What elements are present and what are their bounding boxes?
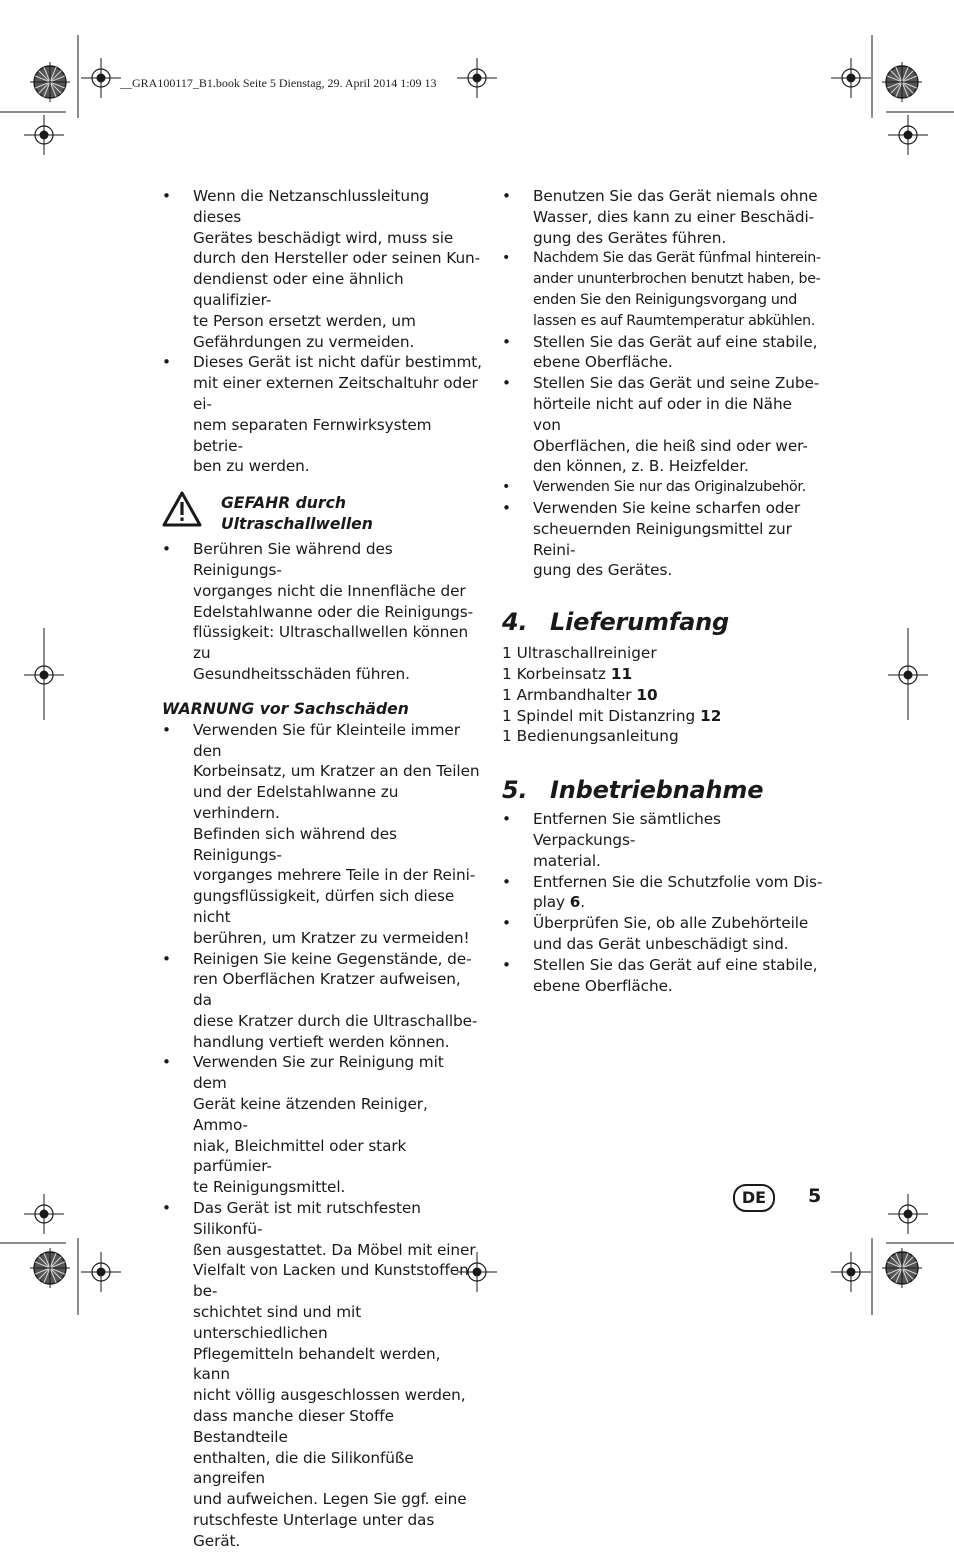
bullet-glyph: • [162, 187, 171, 205]
list-item [502, 809, 824, 871]
item-text: 1 Spindel mit Distanzring [502, 706, 701, 725]
section-title: Inbetriebnahme [550, 776, 764, 805]
bullet-glyph: • [502, 187, 511, 205]
item-text: 1 Korbeinsatz [502, 664, 611, 683]
list-item-text: Entfernen Sie sämtliches Verpackungs- material. [533, 810, 721, 870]
list-item [502, 373, 824, 477]
section-number: 4. [502, 608, 528, 637]
bullet-glyph: • [162, 720, 171, 739]
list-item-text: Nachdem Sie das Gerät fünfmal hinterein- ander ununterbrochen benutzt haben, be- enden Sie den Reinigungsvorgang und lassen es auf Raumtemperatur abkühlen. [533, 250, 821, 329]
list-item [162, 1052, 482, 1198]
list-item [162, 949, 482, 1053]
list-item-text [533, 872, 824, 914]
warning-triangle-icon [162, 491, 202, 527]
list-item [162, 720, 482, 949]
print-file-header: __GRA100117_B1.book Seite 5 Dienstag, 29. April 2014 1:09 13 [120, 76, 437, 90]
list-item [502, 726, 824, 747]
page-number: 5 [808, 1185, 822, 1207]
warning-title: WARNUNG vor Sachschäden [162, 699, 409, 718]
section-number: 5. [502, 776, 528, 805]
list-item [502, 955, 824, 997]
bullet-glyph: • [162, 1199, 171, 1218]
warning-bullet-list [162, 720, 482, 1552]
bullet-glyph: • [502, 479, 511, 496]
list-item-text: Reinigen Sie keine Gegenstände, de- ren Oberflächen Kratzer aufweisen, da diese Kratzer durch die Ultraschallbe- handlung vertieft werden können. [193, 949, 478, 1051]
bullet-glyph: • [502, 955, 511, 974]
item-text: 1 Bedienungsanleitung [502, 727, 679, 746]
bullet-glyph: • [162, 353, 171, 372]
bullet-glyph: • [162, 1053, 171, 1072]
list-item-text: Stellen Sie das Gerät auf eine stabile, ebene Oberfläche. [533, 332, 818, 372]
list-item [162, 539, 482, 685]
bullet-glyph: • [162, 949, 171, 968]
item-text: 1 Armbandhalter [502, 685, 637, 704]
bullet-glyph: • [502, 914, 511, 933]
list-item-text: Berühren Sie während des Reinigungs- vorganges nicht die Innenfläche der Edelstahlwanne oder die Reinigungs- flüssigkeit: Ultraschallwellen können zu Gesundheitsschäden führen. [193, 540, 474, 683]
bullet-glyph: • [502, 872, 511, 891]
list-item-text: Das Gerät ist mit rutschfesten Silikonfü- ßen ausgestattet. Da Möbel mit einer Vielfalt von Lacken und Kunststoffen be- schichtet sind und mit unterschiedlichen Pflegemitteln behandelt werden, kann nicht völlig ausgeschlossen werden, dass manche dieser Stoffe Bestandteile enthalten, die die Silikonfüße angreifen und aufweichen. Legen Sie ggf. eine rutschfeste Unterlage unter das Gerät. [193, 1199, 476, 1550]
item-ref-number: 6 [569, 893, 581, 912]
list-item-text-part: . [580, 893, 586, 912]
list-item [502, 913, 824, 955]
bullet-glyph: • [502, 374, 511, 393]
list-item [502, 643, 824, 664]
setup-bullet-list [502, 809, 824, 996]
bullet-glyph: • [502, 810, 511, 829]
list-item [502, 248, 824, 331]
list-item [502, 498, 824, 581]
bullet-glyph: • [162, 540, 171, 559]
list-item-text: Verwenden Sie für Kleinteile immer den Korbeinsatz, um Kratzer an den Teilen und der Edelstahlwanne zu verhindern. Befinden sich während des Reinigungs- vorganges mehrere Teile in der Reini- gungsflüssigkeit, dürfen sich diese nicht berühren, um Kratzer zu vermeiden! [193, 720, 480, 947]
list-item-text: Verwenden Sie keine scharfen oder scheuernden Reinigungsmittel zur Reini- gung des Gerätes. [533, 498, 801, 580]
list-item [502, 685, 824, 706]
safety-bullet-list-continued [502, 186, 824, 581]
language-badge: DE [733, 1184, 775, 1212]
section-heading-lieferumfang [502, 607, 824, 637]
list-item [502, 872, 824, 914]
danger-title: GEFAHR durch Ultraschallwellen [221, 494, 373, 534]
safety-bullet-list [162, 186, 482, 477]
list-item-text: Verwenden Sie zur Reinigung mit dem Gerät keine ätzenden Reiniger, Ammo- niak, Bleichmittel oder stark parfümier- te Reinigungsmittel. [193, 1053, 444, 1197]
section-heading-inbetriebnahme [502, 775, 824, 805]
list-item [162, 352, 482, 477]
list-item-text-part: Entfernen Sie die Schutzfolie vom Dis- play [533, 872, 823, 912]
list-item-text: Wenn die Netzanschlussleitung dieses Gerätes beschädigt wird, muss sie durch den Hersteller oder seinen Kun- dendienst oder eine ähnlich qualifizier- te Person ersetzt werden, um Gefährdungen zu vermeiden. [193, 187, 481, 351]
danger-bullet-list [162, 539, 482, 685]
item-text: 1 Ultraschallreiniger [502, 644, 657, 663]
list-item-text: Stellen Sie das Gerät auf eine stabile, ebene Oberfläche. [533, 955, 818, 995]
bullet-glyph: • [502, 498, 511, 517]
list-item [162, 1198, 482, 1552]
list-item-text: Dieses Gerät ist nicht dafür bestimmt, mit einer externen Zeitschaltuhr oder ei- nem separaten Fernwirksystem betrie- ben zu werden. [193, 353, 482, 476]
list-item [502, 664, 824, 685]
list-item [502, 706, 824, 727]
right-column [502, 186, 824, 996]
delivery-contents-list [502, 643, 824, 747]
item-ref-number: 12 [700, 706, 722, 725]
danger-notice [162, 491, 482, 539]
list-item-text: Überprüfen Sie, ob alle Zubehörteile und das Gerät unbeschädigt sind. [533, 914, 809, 953]
list-item-text: Benutzen Sie das Gerät niemals ohne Wasser, dies kann zu einer Beschädi- gung des Gerätes führen. [533, 187, 818, 247]
left-column [162, 186, 482, 1552]
item-ref-number: 10 [636, 685, 658, 704]
list-item [162, 186, 482, 352]
item-ref-number: 11 [610, 664, 633, 683]
list-item-text: Stellen Sie das Gerät und seine Zube- hörteile nicht auf oder in die Nähe von Oberflächen, die heiß sind oder wer- den können, z. B. Heizfelder. [533, 374, 820, 476]
section-title: Lieferumfang [550, 608, 729, 637]
list-item [502, 477, 824, 498]
list-item [502, 332, 824, 374]
list-item-text: Verwenden Sie nur das Originalzubehör. [533, 479, 806, 496]
bullet-glyph: • [502, 332, 511, 351]
list-item [502, 186, 824, 248]
bullet-glyph: • [502, 250, 511, 267]
